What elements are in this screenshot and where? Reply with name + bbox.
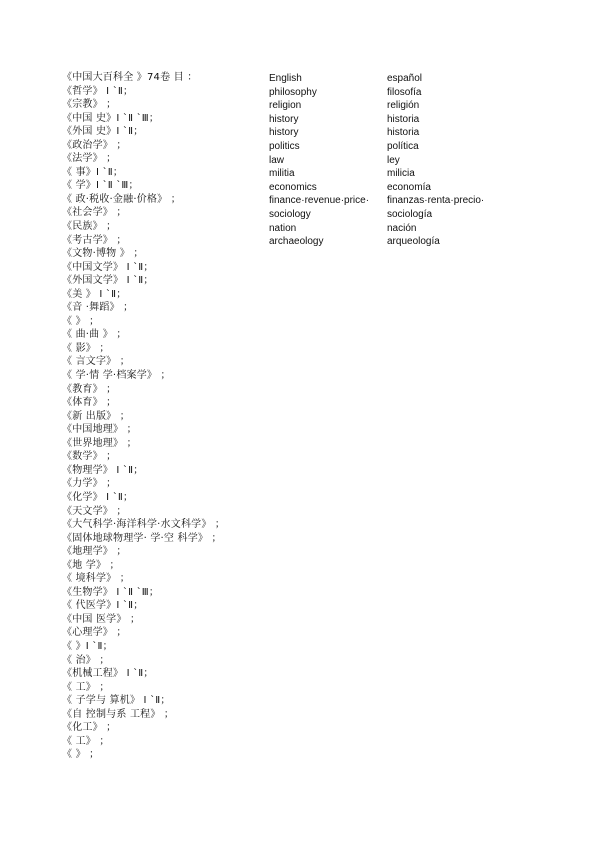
volume-list-item: 《 治》 ； — [62, 654, 110, 666]
english-term: philosophy — [269, 86, 317, 98]
volume-list-item: 《天文学》 ； — [62, 505, 127, 517]
spanish-term: sociología — [387, 208, 433, 220]
spanish-term: economía — [387, 181, 431, 193]
volume-list-item: 《力学》 ； — [62, 478, 117, 490]
english-term: archaeology — [269, 236, 324, 248]
english-term: religion — [269, 100, 302, 112]
english-term: politics — [269, 140, 300, 152]
volume-list-item: 《固体地球物理学· 学·空 科学》 ； — [62, 532, 222, 544]
english-term: nation — [269, 222, 297, 234]
volume-list-item: 《哲学》 Ⅰ `Ⅱ； — [62, 85, 134, 97]
volume-list-item: 《生物学》 Ⅰ `Ⅱ `Ⅲ； — [62, 586, 160, 598]
english-term: history — [269, 113, 299, 125]
spanish-term: historia — [387, 127, 420, 139]
spanish-term: historia — [387, 113, 420, 125]
volume-list-item: 《地 学》 ； — [62, 559, 120, 571]
volume-list-item: 《 工》 ； — [62, 681, 110, 693]
volume-list-item: 《民族》 ； — [62, 221, 117, 233]
volume-list-item: 《 学》Ⅰ `Ⅱ `Ⅲ； — [62, 180, 139, 192]
volume-list-item: 《考古学》 ； — [62, 234, 127, 246]
volume-list-item: 《心理学》 ； — [62, 627, 127, 639]
english-term: sociology — [269, 208, 311, 220]
volume-list-item: 《中国大百科全 》74卷 目 ： — [62, 72, 198, 83]
chinese-volume-list — [62, 71, 262, 762]
spanish-term: política — [387, 140, 419, 152]
volume-list-item: 《 境科学》 ； — [62, 573, 130, 585]
spanish-term: filosofía — [387, 86, 422, 98]
volume-list-item: 《新 出版》 ； — [62, 410, 130, 422]
volume-list-item: 《 代医学》Ⅰ `Ⅱ； — [62, 600, 144, 612]
volume-list-item: 《 学·情 学·档案学》 ； — [62, 370, 171, 382]
volume-list-item: 《政治学》 ； — [62, 139, 127, 151]
volume-list-item: 《化学》 Ⅰ `Ⅱ； — [62, 491, 134, 503]
volume-list-item: 《物理学》 Ⅰ `Ⅱ； — [62, 464, 144, 476]
spanish-term: español — [387, 73, 423, 84]
volume-list-item: 《法学》 ； — [62, 153, 117, 165]
spanish-term: arqueología — [387, 236, 440, 248]
volume-list-item: 《社会学》 ； — [62, 207, 127, 219]
volume-list-item: 《教育》 ； — [62, 383, 117, 395]
volume-list-item: 《美 》 Ⅰ `Ⅱ； — [62, 288, 127, 300]
volume-list-item: 《文物·博物 》 ； — [62, 248, 144, 260]
volume-list-item: 《中国文学》 Ⅰ `Ⅱ； — [62, 261, 154, 273]
english-term-list — [269, 72, 383, 249]
spanish-term-list — [387, 72, 497, 249]
volume-list-item: 《 言文字》 ； — [62, 356, 130, 368]
volume-list-item: 《机械工程》 Ⅰ `Ⅱ； — [62, 668, 154, 680]
volume-list-item: 《音 ·舞蹈》 ； — [62, 302, 134, 314]
volume-list-item: 《自 控制与系 工程》 ； — [62, 708, 175, 720]
volume-list-item: 《中国地理》 ； — [62, 424, 137, 436]
volume-list-item: 《化工》 ； — [62, 722, 117, 734]
volume-list-item: 《 》Ⅰ `Ⅱ； — [62, 640, 113, 652]
english-term: history — [269, 127, 299, 139]
volume-list-item: 《宗教》 ； — [62, 99, 117, 111]
volume-list-item: 《数学》 ； — [62, 451, 117, 463]
volume-list-item: 《 曲·曲 》 ； — [62, 329, 127, 341]
volume-list-item: 《 》 ； — [62, 749, 100, 761]
volume-list-item: 《外国 史》Ⅰ `Ⅱ； — [62, 126, 144, 138]
volume-list-item: 《大气科学·海洋科学·水文科学》 ； — [62, 519, 226, 531]
spanish-term: ley — [387, 154, 400, 166]
volume-list-item: 《中国 医学》 ； — [62, 613, 141, 625]
english-term: law — [269, 154, 285, 166]
english-term: finance·revenue·price· — [269, 195, 370, 207]
volume-list-item: 《地理学》 ； — [62, 546, 127, 558]
volume-list-item: 《体育》 ； — [62, 397, 117, 409]
volume-list-item: 《 子学与 算机》 Ⅰ `Ⅱ； — [62, 695, 171, 707]
volume-list-item: 《 工》 ； — [62, 735, 110, 747]
english-term: English — [269, 73, 302, 84]
english-term: militia — [269, 168, 295, 180]
spanish-term: milicia — [387, 168, 415, 180]
volume-list-item: 《中国 史》Ⅰ `Ⅱ `Ⅲ； — [62, 112, 160, 124]
volume-list-item: 《外国文学》 Ⅰ `Ⅱ； — [62, 275, 154, 287]
spanish-term: religión — [387, 100, 420, 112]
english-term: economics — [269, 181, 317, 193]
volume-list-item: 《世界地理》 ； — [62, 437, 137, 449]
volume-list-item: 《 》 ； — [62, 315, 100, 327]
spanish-term: finanzas·renta·precio· — [387, 195, 485, 207]
volume-list-item: 《 政·税收·金融·价格》 ； — [62, 193, 181, 205]
volume-list-item: 《 影》 ； — [62, 342, 110, 354]
volume-list-item: 《 事》Ⅰ `Ⅱ； — [62, 166, 124, 178]
spanish-term: nación — [387, 222, 417, 234]
